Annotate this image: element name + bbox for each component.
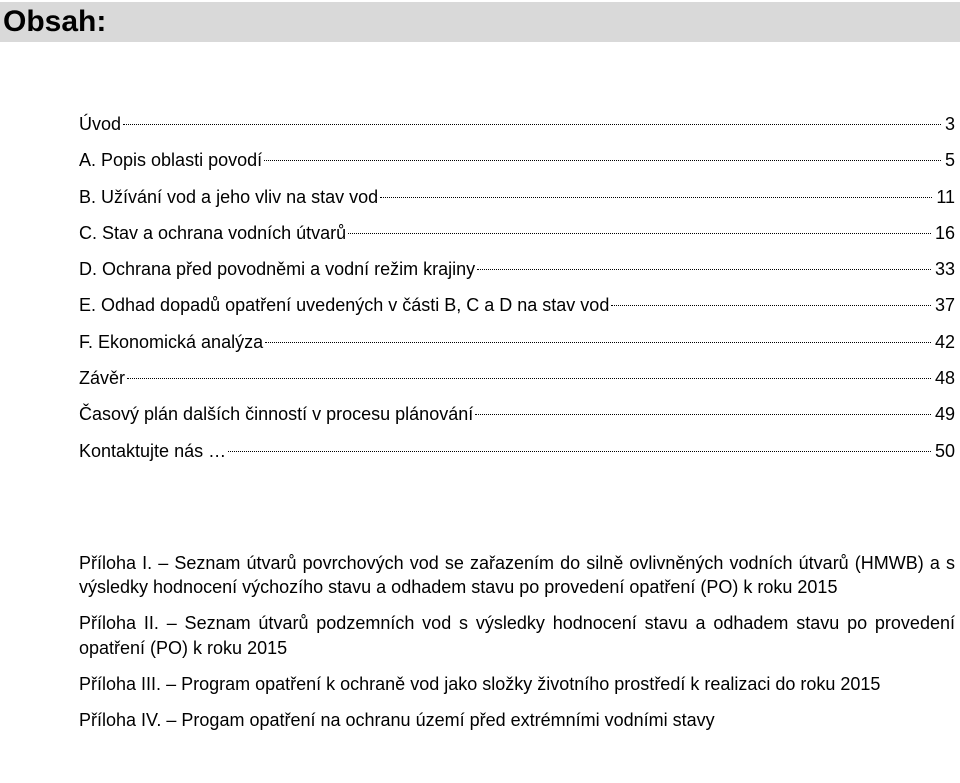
table-of-contents bbox=[79, 106, 955, 469]
title-bar bbox=[0, 2, 960, 42]
toc-dot-leader bbox=[265, 342, 931, 343]
toc-entry[interactable] bbox=[79, 215, 955, 251]
toc-entry-page: 16 bbox=[934, 222, 955, 243]
appendix-list bbox=[79, 551, 955, 744]
toc-entry-page: 5 bbox=[944, 150, 955, 171]
toc-entry-page: 3 bbox=[944, 114, 955, 134]
appendix-text: – Progam opatření na ochranu území před extrémními vodními stavy bbox=[166, 710, 715, 731]
toc-dot-leader bbox=[477, 269, 931, 270]
toc-dot-leader bbox=[123, 124, 941, 125]
toc-entry-label: Časový plán dalších činností v procesu plánování bbox=[79, 404, 474, 425]
toc-entry[interactable] bbox=[79, 179, 955, 215]
toc-entry-label: Kontaktujte nás … bbox=[79, 440, 227, 461]
toc-entry-label: Úvod bbox=[79, 114, 122, 134]
toc-entry[interactable] bbox=[79, 251, 955, 287]
toc-entry-page: 37 bbox=[934, 295, 955, 316]
toc-entry-label: A. Popis oblasti povodí bbox=[79, 150, 263, 171]
toc-entry[interactable] bbox=[79, 396, 955, 432]
appendix-label: Příloha II. bbox=[79, 613, 159, 634]
toc-dot-leader bbox=[228, 451, 931, 452]
toc-entry-label: Závěr bbox=[79, 368, 126, 389]
appendix-label: Příloha IV. bbox=[79, 710, 162, 731]
toc-dot-leader bbox=[127, 378, 931, 379]
appendix-entry bbox=[79, 611, 955, 659]
appendix-label: Příloha III. bbox=[79, 673, 162, 694]
toc-entry-label: D. Ochrana před povodněmi a vodní režim krajiny bbox=[79, 259, 476, 280]
page-title: Obsah: bbox=[3, 5, 107, 38]
toc-entry-page: 11 bbox=[936, 186, 955, 207]
toc-entry-label: F. Ekonomická analýza bbox=[79, 331, 264, 352]
toc-entry-page: 42 bbox=[934, 331, 955, 352]
toc-dot-leader bbox=[264, 160, 941, 161]
toc-entry-label: C. Stav a ochrana vodních útvarů bbox=[79, 222, 347, 243]
appendix-text: – Seznam útvarů podzemních vod s výsledky hodnocení stavu a odhadem stavu po provedení opatření (PO) k roku 2015 bbox=[79, 613, 955, 658]
toc-entry[interactable] bbox=[79, 142, 955, 178]
toc-entry-page: 33 bbox=[934, 259, 955, 280]
toc-dot-leader bbox=[611, 305, 931, 306]
toc-entry[interactable] bbox=[79, 324, 955, 360]
appendix-text: – Seznam útvarů povrchových vod se zařazením do silně ovlivněných vodních útvarů (HMWB) a s výsledky hodnocení výchozího stavu a odhadem stavu po provedení opatření (PO) k roku 2015 bbox=[79, 553, 955, 598]
toc-entry-page: 50 bbox=[934, 440, 955, 461]
toc-entry[interactable] bbox=[79, 433, 955, 469]
appendix-text: – Program opatření k ochraně vod jako složky životního prostředí k realizaci do roku 2015 bbox=[166, 673, 881, 694]
appendix-label: Příloha I. bbox=[79, 553, 153, 573]
toc-entry[interactable] bbox=[79, 360, 955, 396]
toc-entry[interactable] bbox=[79, 287, 955, 323]
appendix-entry bbox=[79, 672, 955, 696]
appendix-entry bbox=[79, 551, 955, 599]
toc-dot-leader bbox=[348, 233, 931, 234]
toc-entry-page: 48 bbox=[934, 368, 955, 389]
toc-dot-leader bbox=[380, 197, 932, 198]
toc-entry-label: E. Odhad dopadů opatření uvedených v části B, C a D na stav vod bbox=[79, 295, 610, 316]
toc-entry-label: B. Užívání vod a jeho vliv na stav vod bbox=[79, 186, 379, 207]
toc-dot-leader bbox=[475, 414, 931, 415]
appendix-entry bbox=[79, 708, 955, 732]
toc-entry-page: 49 bbox=[934, 404, 955, 425]
toc-entry[interactable] bbox=[79, 106, 955, 142]
